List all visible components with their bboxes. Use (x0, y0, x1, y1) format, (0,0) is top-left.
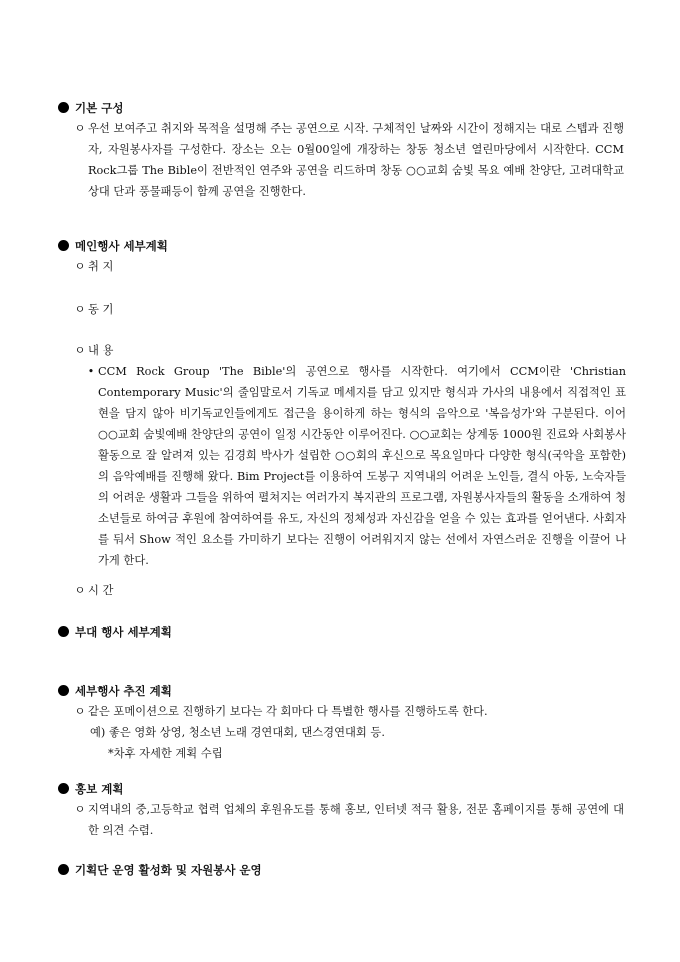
black-circle-bullet-icon (58, 864, 69, 875)
detail-body-text: 같은 포메이션으로 진행하기 보다는 각 회마다 다 특별한 행사를 진행하도록 한다. (88, 705, 488, 718)
motive-label: 동 기 (88, 303, 114, 316)
purpose-label: 취 지 (88, 260, 114, 273)
ring-marker-icon: ㅇ (74, 705, 86, 718)
section-heading-pr (58, 781, 123, 797)
small-dot-bullet-icon: • (87, 365, 95, 378)
content-label: 내 용 (88, 344, 114, 357)
pr-body-text: 지역내의 중,고등학교 협력 업체의 후원유도를 통해 홍보, 인터넷 적극 활용, 전문 홈페이지를 통해 공연에 대한 의견 수렴. (88, 803, 624, 837)
section-heading-basic (58, 100, 123, 116)
content-body-text: CCM Rock Group 'The Bible'의 공연으로 행사를 시작한다. 여기에서 CCM이란 'Christian Contemporary Music'의 줄임말로서 기독교 메세지를 담고 있지만 형식과 가사의 내용에서 직접적인 표현을 담지 않아 비기독교인들에게도 접근을 용이하게 하는 형식의 음악으로 '복음성가'와 구분된다. 이어 ○○교회 숨빛예배 찬양단의 공연이 일정 시간동안 이루어진다. ○○교회는 상계동 1000원 진료와 사회봉사 활동으로 잘 알려져 있는 김경희 박사가 설립한 ○○회의 후신으로 목요일마다 다양한 형식(국악을 포함한)의 음악예배를 진행해 왔다. Bim Project를 이용하여 도봉구 지역내의 어려운 노인들, 결식 아동, 노숙자들의 어려운 생활과 그들을 위하여 펼쳐지는 여러가지 복지관의 프로그램, 자원봉사자들의 활동을 소개하여 청소년들로 하여금 후원에 참여하여를 유도, 자신의 정체성과 자신감을 얻을 수 있는 효과를 얻어낸다. 사회자를 둬서 Show 적인 요소를 가미하기 보다는 진행이 어려워지지 않는 선에서 자연스러운 진행을 이끌어 나가게 한다. (98, 365, 626, 567)
ring-marker-icon: ㅇ (74, 584, 86, 597)
section-title: 메인행사 세부계획 (75, 239, 168, 253)
black-circle-bullet-icon (58, 102, 69, 113)
section-title: 홍보 계획 (75, 782, 124, 796)
time-label: 시 간 (88, 584, 114, 597)
section-heading-detail (58, 683, 172, 699)
section-heading-team (58, 862, 262, 878)
section-heading-main-event (58, 238, 168, 254)
detail-note-text: *차후 자세한 계획 수립 (108, 747, 223, 760)
ring-marker-icon: ㅇ (74, 303, 86, 316)
section-title: 기획단 운영 활성화 및 자원봉사 운영 (75, 863, 262, 877)
ring-marker-icon: ㅇ (74, 803, 86, 816)
section-title: 세부행사 추진 계획 (75, 684, 172, 698)
ring-marker-icon: ㅇ (74, 260, 86, 273)
section-title: 기본 구성 (75, 101, 124, 115)
black-circle-bullet-icon (58, 626, 69, 637)
ring-marker-icon: ㅇ (74, 122, 86, 135)
black-circle-bullet-icon (58, 685, 69, 696)
ring-marker-icon: ㅇ (74, 344, 86, 357)
detail-example-text: 예) 좋은 영화 상영, 청소년 노래 경연대회, 댄스경연대회 등. (90, 726, 385, 739)
black-circle-bullet-icon (58, 240, 69, 251)
section-heading-side-event (58, 624, 172, 640)
black-circle-bullet-icon (58, 783, 69, 794)
basic-body-text: 우선 보여주고 취지와 목적을 설명해 주는 공연으로 시작. 구체적인 날짜와 시간이 정해지는 대로 스텝과 진행자, 자원봉사자를 구성한다. 장소는 오는 0월00일에 개장하는 창동 청소년 열린마당에서 시작한다. CCM Rock그룹 The Bible이 전반적인 연주와 공연을 리드하며 창동 ○○교회 숨빛 목요 예배 찬양단, 고려대학교 상대 단과 풍물패등이 함께 공연을 진행한다. (88, 122, 624, 198)
section-title: 부대 행사 세부계획 (75, 625, 172, 639)
